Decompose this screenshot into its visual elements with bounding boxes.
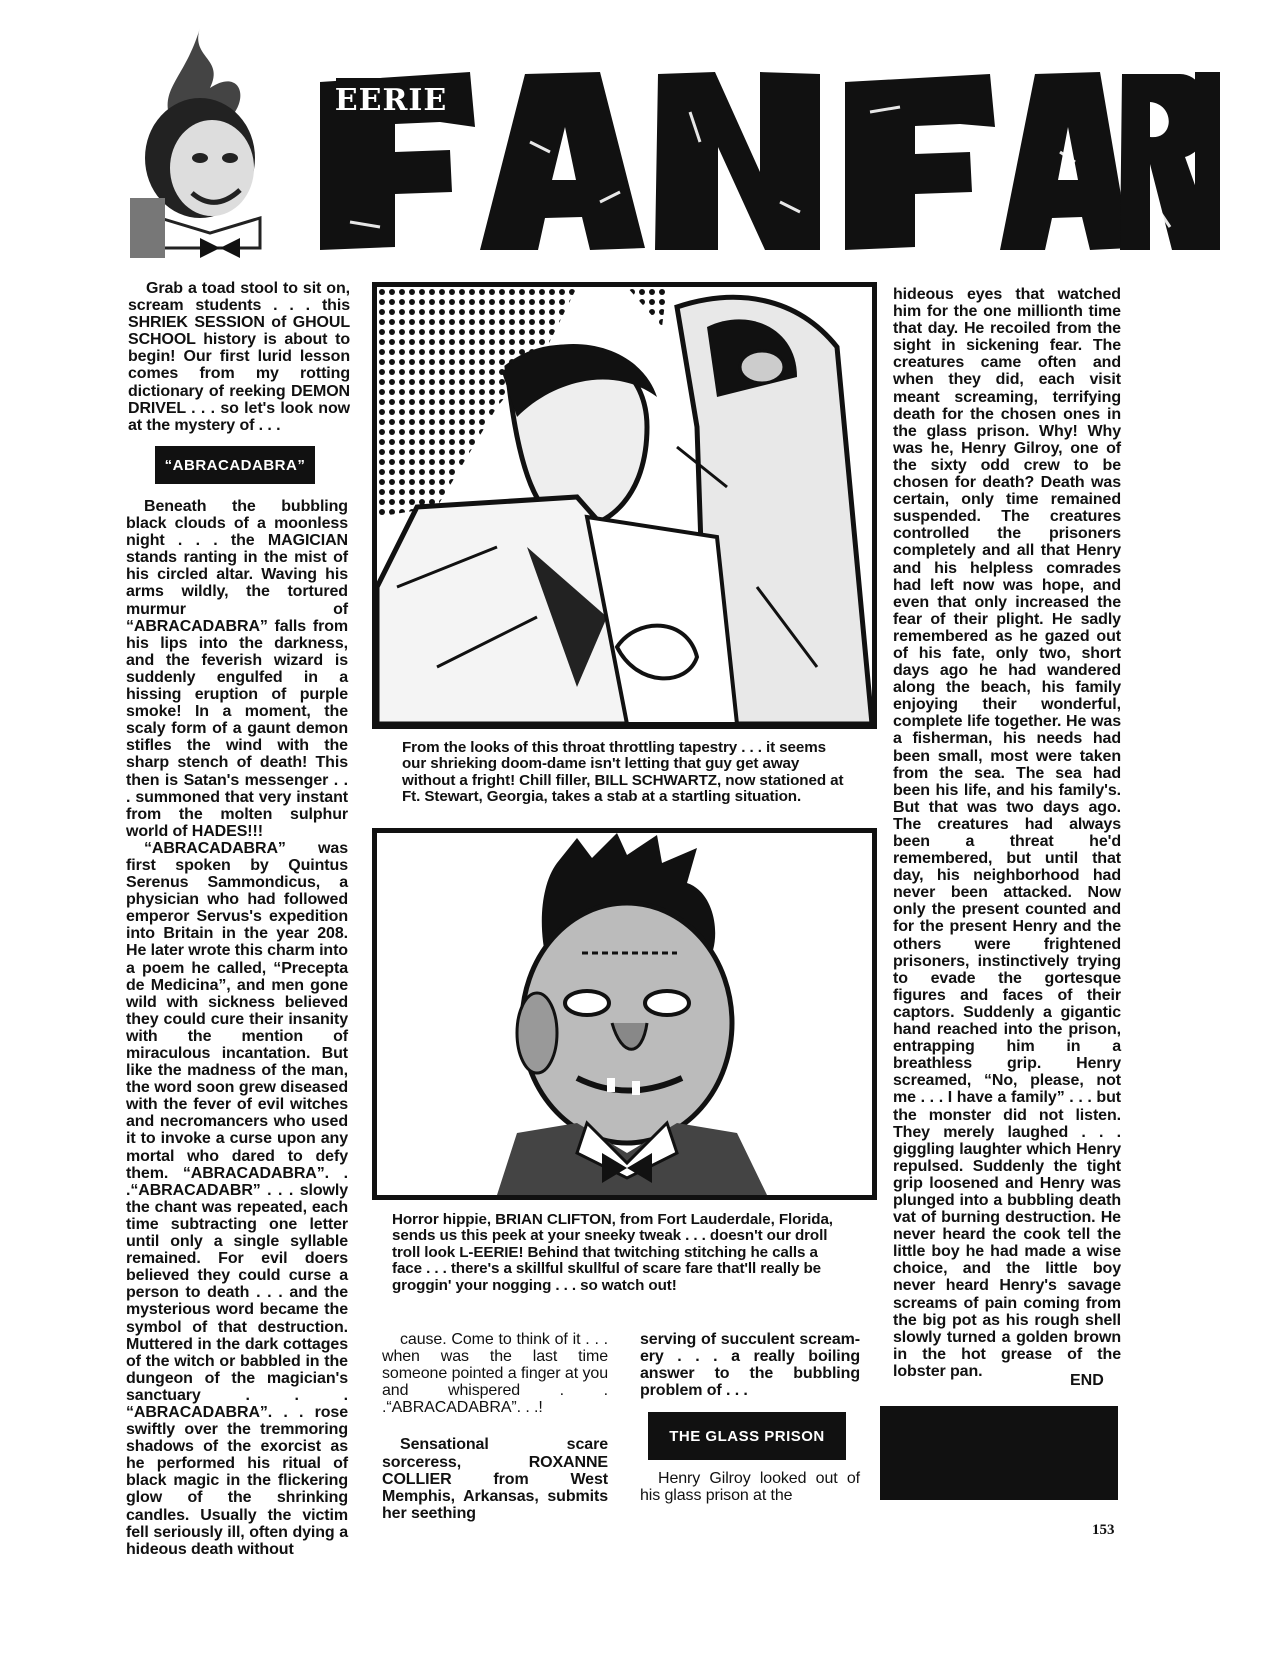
abracadabra-heading: “ABRACADABRA”: [155, 446, 315, 484]
end-label: END: [1070, 1372, 1104, 1389]
abracadabra-paragraph-1: Beneath the bubbling black clouds of a moonless night . . . the MAGICIAN stands ranting in the mist of his circled altar. Waving his arms wildly, the tortured murmur of “ABRACADABRA” falls from his lips into the darkness, and the feverish wizard is suddenly engulfed in a hissing eruption of purple smoke! In a moment, the scaly form of a gaunt demon stifles the wind with the sharp stench of death! This then is Satan's messenger . . . summoned that very instant from the molten sulphur world of HADES!!!: [126, 498, 348, 840]
page-number: 153: [1092, 1522, 1115, 1538]
column-4: [893, 286, 1121, 1380]
column-2-lower: [382, 1331, 608, 1522]
column-1-intro: [128, 280, 350, 434]
column-3-story-start: [640, 1470, 860, 1504]
roxanne-paragraph: Sensational scare sorceress, ROXANNE COLLIER from West Memphis, Arkansas, submits her seething: [382, 1436, 608, 1522]
troll-portrait-illustration: [377, 833, 872, 1195]
cause-paragraph: cause. Come to think of it . . . when was the last time someone pointed a finger at you and whispered . . .“ABRACADABRA”. . .!: [382, 1331, 608, 1417]
illustration-panel-2: [372, 828, 877, 1200]
intro-paragraph: Grab a toad stool to sit on, scream students . . . this SHRIEK SESSION of GHOUL SCHOOL history is about to begin! Our first lurid lesson comes from my rotting dictionary of reeking DEMON DRIVEL . . . so let's look now at the mystery of . . .: [128, 280, 350, 434]
masthead-mascot-art: [130, 18, 290, 268]
abracadabra-paragraph-2: “ABRACADABRA” was first spoken by Quintus Serenus Sammondicus, a physician who had followed emperor Servus's expedition into Britain in the year 208. He later wrote this charm into a poem he called, “Precepta de Medicina”, and men gone wild with sickness believed they could cure their insanity with the mention of miraculous incantation. But like the madness of the man, the word soon grew diseased with the fever of evil witches and necromancers who used it to invoke a curse upon any mortal who dared to defy them. “ABRACADABRA”. . .“ABRACADABR” . . . slowly the chant was repeated, each time subtracting one letter until only a single syllable remained. For evil doers believed they could curse a person to death . . . and the mysterious word became the symbol of that destruction. Muttered in the dark cottages of the witch or babbled in the dungeon of the magician's sanctuary . . . “ABRACADABRA”. . . rose swiftly over the tremmoring shadows of the exorcist as he performed his ritual of black magic in the flickering glow of the shrinking candles. Usually the victim fell seriously ill, often dying a hideous death without: [126, 839, 348, 1558]
throat-throttling-illustration: [377, 287, 872, 724]
glass-prison-paragraph-1: Henry Gilroy looked out of his glass prison at the: [640, 1470, 860, 1505]
column-3-lower: [640, 1331, 860, 1399]
glass-prison-heading: THE GLASS PRISON: [648, 1412, 846, 1460]
illustration-panel-1: [372, 282, 877, 729]
caption-2: Horror hippie, BRIAN CLIFTON, from Fort Lauderdale, Florida, sends us this peek at your sneeky tweak . . . doesn't our droll troll look L-EERIE! Behind that twitching stitching he calls a face . . . there's a skillful skullful of scare fare that'll really be groggin' your nogging . . . so watch out!: [392, 1211, 833, 1294]
glass-prison-paragraph-2: hideous eyes that watched him for the one millionth time that day. He recoiled from the sight in sickening fear. The creatures came often and when they did, each visit meant screaming, terrifying death for the chosen ones in the glass prison. Why! Why was he, Henry Gilroy, one of the sixty odd crew to be chosen for death? Death was certain, only time remained suspended. The creatures controlled the prisoners completely and all that Henry and his helpless comrades had left now was hope, and even that only increased the fear of their plight. He sadly remembered as he gazed out of his fate, only two, short days ago he had wandered along the beach, his family enjoying their wonderful, complete life together. He was a fisherman, his needs had been small, most were taken from the sea. The sea had been his life, and his family's. But that was two days ago. The creatures had always been a threat he'd remembered, but until that day, his neighborhood had never been attacked. Now only the present counted and for the present Henry and the others were frightened prisoners, instinctively trying to evade the gortesque figures and faces of their captors. Suddenly a gigantic hand reached into the prison, entrapping him in a breathless grip. Henry screamed, “No, please, not me . . . I have a family” . . . but the monster did not listen. They merely laughed . . . giggling laughter which Henry repulsed. Suddenly the tight grip loosened and Henry was plunged into a bubbling death vat of burning destruction. He never heard the cook tell the little boy he had made a wise choice, and the little boy never heard Henry's savage screams of pain coming from the big pot as his rough shell slowly turned a golden brown in the hot grease of the lobster pan.: [893, 286, 1121, 1380]
caption-1: From the looks of this throat throttling tapestry . . . it seems our shrieking doom-dame isn't letting that guy get away without a fright! Chill filler, BILL SCHWARTZ, now stationed at Ft. Stewart, Georgia, takes a stab at a startling situation.: [402, 739, 844, 806]
black-ad-block: [880, 1406, 1118, 1500]
column-1-body: [126, 498, 348, 1558]
masthead-tag: EERIE: [336, 78, 446, 122]
serving-paragraph: serving of succulent scream-ery . . . a really boiling answer to the bubbling problem of . . .: [640, 1331, 860, 1400]
